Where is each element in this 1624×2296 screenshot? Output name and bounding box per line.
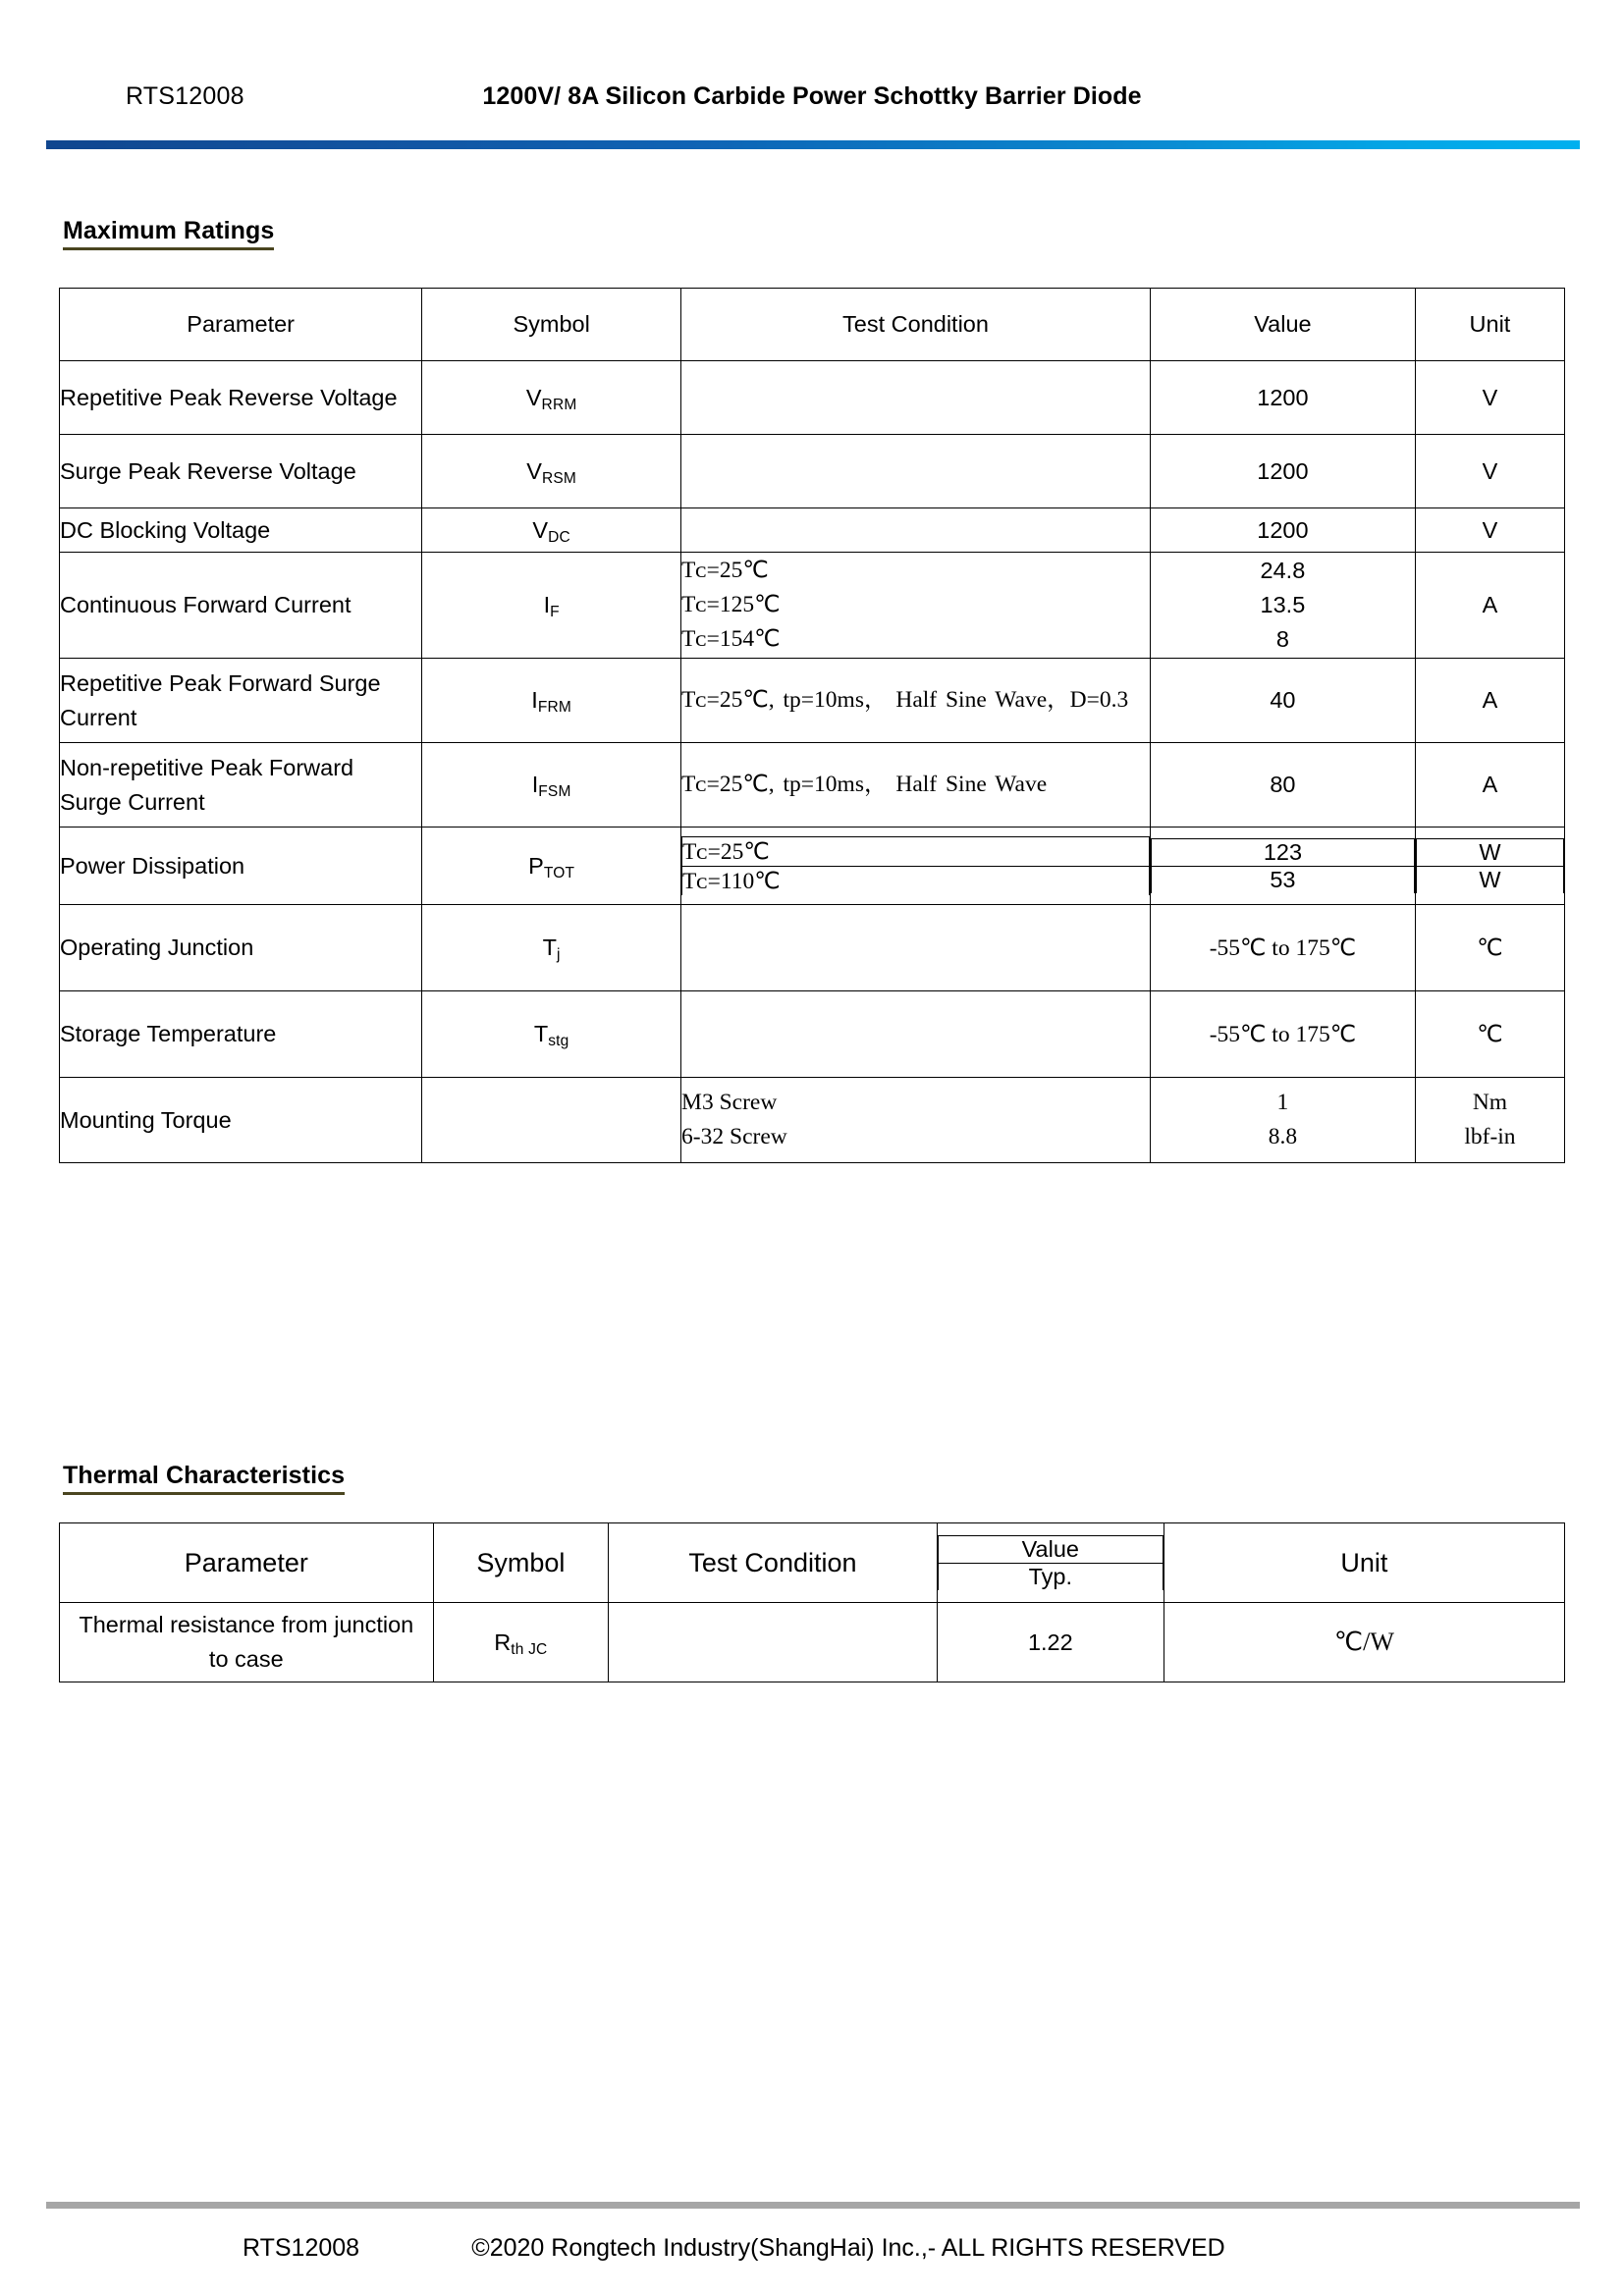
cell-parameter: Repetitive Peak Forward Surge Current <box>60 659 422 743</box>
test-condition-line: Tᴄ=154℃ <box>681 625 781 652</box>
cell-test-condition <box>681 991 1151 1078</box>
cell-value: 40 <box>1150 659 1415 743</box>
cell-parameter: DC Blocking Voltage <box>60 508 422 553</box>
cell-parameter: Mounting Torque <box>60 1078 422 1163</box>
cell-value: 1.22 <box>937 1603 1164 1682</box>
symbol-base: T <box>542 934 558 960</box>
table-row <box>60 508 1565 553</box>
symbol-base: I <box>531 687 538 713</box>
cell-unit-group <box>1415 828 1564 905</box>
cell-value: 1200 <box>1150 508 1415 553</box>
value-line: 1 <box>1276 1090 1289 1116</box>
table-row <box>60 361 1565 435</box>
cell-symbol <box>422 905 681 991</box>
test-condition-line: Tᴄ=110℃ <box>682 867 1150 896</box>
footer-rule <box>46 2202 1580 2209</box>
unit-line: lbf-in <box>1464 1124 1516 1149</box>
thermal-characteristics-table <box>59 1522 1565 1682</box>
symbol-base: V <box>526 457 542 484</box>
test-condition-line: Tᴄ=25℃ <box>681 558 769 584</box>
cell-unit: V <box>1415 435 1564 508</box>
symbol-subscript: F <box>550 604 560 621</box>
section-heading-thermal-characteristics: Thermal Characteristics <box>63 1463 345 1495</box>
cell-value: -55℃ to 175℃ <box>1150 905 1415 991</box>
column-header-parameter: Parameter <box>60 289 422 361</box>
header-part-number: RTS12008 <box>126 82 244 110</box>
value-line: 53 <box>1151 867 1414 894</box>
cell-test-condition <box>681 508 1151 553</box>
value-line: 13.5 <box>1260 592 1306 618</box>
column-header-symbol: Symbol <box>422 289 681 361</box>
cell-symbol <box>422 991 681 1078</box>
cell-symbol <box>422 553 681 659</box>
symbol-base: P <box>528 852 544 879</box>
column-header-unit: Unit <box>1164 1523 1564 1603</box>
symbol-subscript: RSM <box>541 469 577 487</box>
table-header-row <box>60 289 1565 361</box>
column-header-symbol: Symbol <box>433 1523 609 1603</box>
column-header-value: Value <box>1150 289 1415 361</box>
test-condition-line: Tᴄ=25℃ <box>682 837 1150 867</box>
table-row <box>60 435 1565 508</box>
symbol-subscript: th JC <box>511 1640 548 1658</box>
symbol-subscript: FSM <box>538 783 571 801</box>
header-gradient-rule <box>46 140 1580 149</box>
footer-copyright: ©2020 Rongtech Industry(ShangHai) Inc.,- ALL RIGHTS RESERVED <box>471 2234 1225 2262</box>
cell-parameter: Operating Junction <box>60 905 422 991</box>
cell-parameter: Repetitive Peak Reverse Voltage <box>60 361 422 435</box>
cell-parameter: Thermal resistance from junction to case <box>60 1603 434 1682</box>
cell-unit: V <box>1415 361 1564 435</box>
cell-unit: ℃ <box>1415 991 1564 1078</box>
page-title: 1200V/ 8A Silicon Carbide Power Schottky Barrier Diode <box>482 82 1142 110</box>
section-heading-maximum-ratings: Maximum Ratings <box>63 218 274 250</box>
column-header-test-condition: Test Condition <box>609 1523 938 1603</box>
table-row <box>60 659 1565 743</box>
cell-symbol <box>422 743 681 828</box>
value-line: 8 <box>1275 625 1289 652</box>
table-row <box>60 905 1565 991</box>
symbol-subscript: j <box>557 946 561 964</box>
cell-test-condition <box>681 361 1151 435</box>
cell-symbol <box>422 659 681 743</box>
cell-value: 1200 <box>1150 361 1415 435</box>
cell-unit: V <box>1415 508 1564 553</box>
cell-unit: ℃/W <box>1164 1603 1564 1682</box>
symbol-subscript: DC <box>548 528 570 546</box>
column-header-unit: Unit <box>1415 289 1564 361</box>
test-condition-line: Tᴄ=125℃ <box>681 592 781 618</box>
cell-unit: A <box>1415 659 1564 743</box>
symbol-base: I <box>531 772 539 797</box>
cell-parameter: Storage Temperature <box>60 991 422 1078</box>
symbol-subscript: TOT <box>543 864 575 881</box>
symbol-base: I <box>543 592 551 617</box>
cell-parameter: Non-repetitive Peak Forward Surge Current <box>60 743 422 828</box>
table-row <box>60 553 1565 659</box>
symbol-subscript: FRM <box>537 699 572 717</box>
cell-unit-group <box>1415 1078 1564 1163</box>
cell-test-condition-group <box>681 828 1151 905</box>
symbol-subscript: stg <box>548 1033 569 1050</box>
table-row <box>60 828 1565 905</box>
cell-test-condition: Tᴄ=25℃, tp=10ms， Half Sine Wave <box>681 743 1151 828</box>
unit-line: Nm <box>1472 1090 1508 1116</box>
cell-value-group <box>1150 553 1415 659</box>
cell-test-condition-group <box>681 553 1151 659</box>
value-line: 123 <box>1151 839 1414 867</box>
cell-value-group <box>1150 828 1415 905</box>
cell-parameter: Power Dissipation <box>60 828 422 905</box>
cell-value-group <box>1150 1078 1415 1163</box>
cell-parameter: Continuous Forward Current <box>60 553 422 659</box>
cell-unit: ℃ <box>1415 905 1564 991</box>
cell-symbol <box>422 508 681 553</box>
table-row <box>60 743 1565 828</box>
symbol-subscript: RRM <box>541 396 577 413</box>
maximum-ratings-table <box>59 288 1565 1163</box>
column-header-value-group <box>937 1523 1164 1603</box>
column-header-parameter: Parameter <box>60 1523 434 1603</box>
cell-symbol <box>422 828 681 905</box>
unit-line: W <box>1416 839 1563 867</box>
cell-test-condition <box>681 435 1151 508</box>
cell-unit: A <box>1415 743 1564 828</box>
cell-value: -55℃ to 175℃ <box>1150 991 1415 1078</box>
symbol-base: V <box>525 384 542 410</box>
cell-symbol <box>422 1078 681 1163</box>
table-row <box>60 1078 1565 1163</box>
table-header-row <box>60 1523 1565 1603</box>
test-condition-line: M3 Screw <box>681 1090 778 1116</box>
cell-test-condition <box>609 1603 938 1682</box>
cell-symbol <box>422 361 681 435</box>
symbol-base: R <box>494 1629 512 1655</box>
symbol-base: T <box>533 1021 549 1046</box>
table-row <box>60 991 1565 1078</box>
value-line: 24.8 <box>1260 558 1306 584</box>
table-row <box>60 1603 1565 1682</box>
cell-value: 1200 <box>1150 435 1415 508</box>
cell-symbol <box>422 435 681 508</box>
unit-line: W <box>1416 867 1563 894</box>
value-line: 8.8 <box>1268 1124 1298 1149</box>
column-subheader-typ: Typ. <box>938 1564 1163 1591</box>
symbol-base: V <box>532 516 549 543</box>
cell-test-condition: Tᴄ=25℃, tp=10ms， Half Sine Wave，D=0.3 <box>681 659 1151 743</box>
cell-symbol <box>433 1603 609 1682</box>
footer-part-number: RTS12008 <box>243 2234 360 2262</box>
column-header-test-condition: Test Condition <box>681 289 1151 361</box>
cell-test-condition <box>681 905 1151 991</box>
cell-unit: A <box>1415 553 1564 659</box>
test-condition-line: 6-32 Screw <box>681 1124 787 1149</box>
page-header <box>0 82 1624 128</box>
column-header-value: Value <box>938 1536 1163 1564</box>
cell-value: 80 <box>1150 743 1415 828</box>
cell-parameter: Surge Peak Reverse Voltage <box>60 435 422 508</box>
cell-test-condition-group <box>681 1078 1151 1163</box>
